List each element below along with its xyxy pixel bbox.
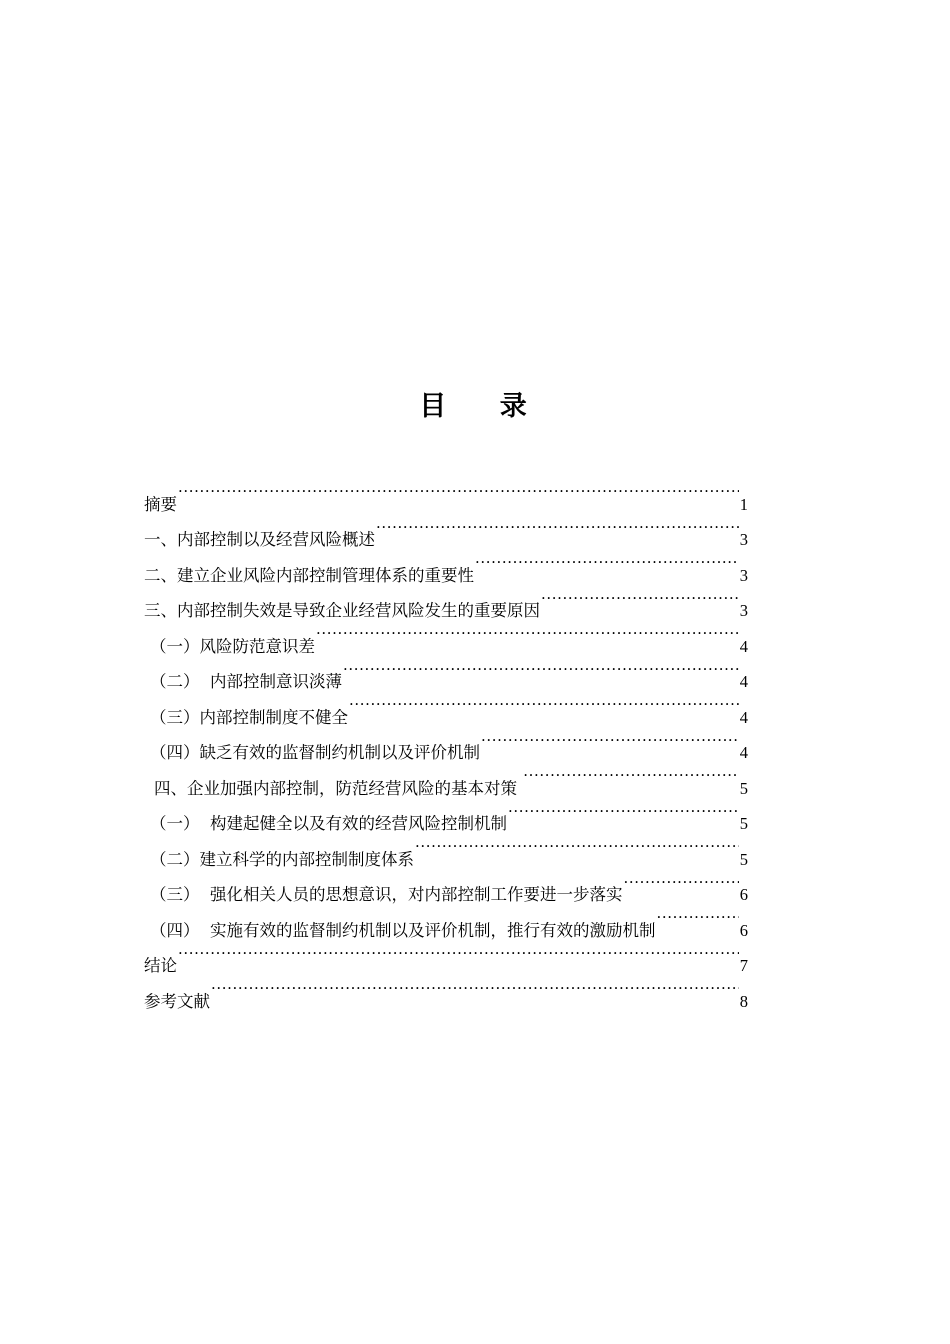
toc-entry-abstract[interactable] xyxy=(144,474,748,514)
toc-dot-leader xyxy=(481,723,739,759)
toc-dot-leader xyxy=(211,971,739,1007)
toc-entry-label: （四） 实施有效的监督制约机制以及评价机制，推行有效的激励机制 xyxy=(150,920,656,940)
toc-page-number: 4 xyxy=(739,743,748,762)
toc-entry-label: 参考文献 xyxy=(144,991,210,1011)
toc-dot-leader xyxy=(475,545,739,581)
toc-entry-label: （一）风险防范意识差 xyxy=(150,636,315,656)
toc-entry-label: （二）建立科学的内部控制制度体系 xyxy=(150,849,414,869)
page-title: 目 录 xyxy=(419,391,549,422)
toc-dot-leader xyxy=(523,758,739,794)
toc-entry-label: （二） 内部控制意识淡薄 xyxy=(150,672,342,691)
toc-page-number: 4 xyxy=(739,672,748,691)
toc-page-number: 3 xyxy=(739,530,748,549)
toc-entry-references[interactable] xyxy=(144,971,748,1011)
toc-dot-leader xyxy=(508,794,739,830)
toc-entry-section-1[interactable] xyxy=(144,510,748,549)
toc-entry-label: （三） 强化相关人员的思想意识，对内部控制工作要进一步落实 xyxy=(150,885,623,904)
toc-page-number: 5 xyxy=(739,849,748,869)
toc-dot-leader xyxy=(624,865,739,901)
toc-dot-leader xyxy=(316,616,739,652)
toc-page-number: 7 xyxy=(739,956,748,975)
toc-entry-label: （四）缺乏有效的监督制约机制以及评价机制 xyxy=(150,743,480,762)
toc-page-number: 5 xyxy=(739,814,748,833)
toc-dot-leader xyxy=(178,936,739,972)
toc-entry-label: 四、企业加强内部控制，防范经营风险的基本对策 xyxy=(154,778,523,798)
toc-page-number: 6 xyxy=(739,885,748,904)
toc-dot-leader xyxy=(343,652,739,688)
toc-entry-conclusion[interactable] xyxy=(144,936,748,975)
toc-page-number: 5 xyxy=(739,778,748,798)
toc-entry-label: 一、内部控制以及经营风险概述 xyxy=(144,530,375,549)
toc-dot-leader xyxy=(376,510,739,546)
toc-page-number: 3 xyxy=(739,565,748,585)
toc-dot-leader xyxy=(178,474,739,510)
toc-dot-leader xyxy=(349,687,739,723)
toc-entry-label: 结论 xyxy=(144,956,177,975)
toc-dot-leader xyxy=(541,581,739,617)
toc-entry-label: 摘要 xyxy=(144,494,177,514)
toc-page-number: 4 xyxy=(739,636,748,656)
toc-entry-label: 二、建立企业风险内部控制管理体系的重要性 xyxy=(144,565,474,585)
toc-entry-label: （一） 构建起健全以及有效的经营风险控制机制 xyxy=(150,814,507,833)
toc-page-number: 6 xyxy=(739,920,748,940)
toc-dot-leader xyxy=(657,900,739,936)
table-of-contents xyxy=(144,474,748,1011)
toc-entry-label: （三）内部控制制度不健全 xyxy=(150,707,348,727)
toc-dot-leader xyxy=(415,829,739,865)
toc-page-number: 3 xyxy=(739,601,748,620)
toc-page-number: 4 xyxy=(739,707,748,727)
toc-page-number: 8 xyxy=(739,991,748,1011)
toc-entry-label: 三、内部控制失效是导致企业经营风险发生的重要原因 xyxy=(144,601,540,620)
toc-page-number: 1 xyxy=(739,494,748,514)
